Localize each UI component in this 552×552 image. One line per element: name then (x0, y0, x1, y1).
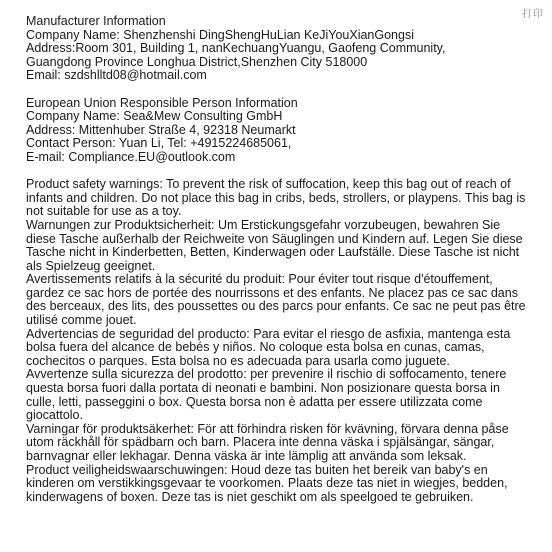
warning-spanish: Advertencias de seguridad del producto: Para evitar el riesgo de asfixia, mantenga esta bolsa fuera del alcance de bebés y niños. No coloque esta bolsa en cunas, camas, cochecitos o parques. Esta bolsa no es adecuada para usarla como juguete. (26, 326, 511, 368)
eu-rep-contact: Contact Person: Yuan Li, Tel: +4915224685061, (26, 136, 292, 151)
manufacturer-email: Email: szdshlltd08@hotmail.com (26, 68, 207, 83)
manufacturer-company: Company Name: Shenzhenshi DingShengHuLian KeJiYouXianGongsi (26, 27, 414, 42)
manufacturer-heading: Manufacturer Information (26, 14, 166, 28)
manufacturer-address-line-2: Guangdong Province Longhua District,Shenzhen City 518000 (26, 54, 368, 69)
eu-rep-section (26, 97, 526, 165)
print-link[interactable]: 打印 (522, 9, 544, 20)
manufacturer-address-line-1: Address:Room 301, Building 1, nanKechuangYuangu, Gaofeng Community, (26, 41, 446, 56)
warning-french: Avertissements relatifs à la sécurité du produit: Pour éviter tout risque d'étouffement, gardez ce sac hors de portée des nourrissons et des enfants. Ne placez pas ce sac dans des berceaux, des lits, des poussettes ou des parcs pour enfants. Ce sac ne peut pas être utilisé comme jouet. (26, 272, 526, 328)
eu-rep-heading: European Union Responsible Person Information (26, 95, 298, 110)
eu-rep-company: Company Name: Sea&Mew Consulting GmbH (26, 109, 283, 124)
warning-dutch: Product veiligheidswaarschuwingen: Houd deze tas buiten het bereik van baby's en kinderen om verstikkingsgevaar te voorkomen. Plaats deze tas niet in wiegjes, bedden, kinderwagens of boxen. Deze tas is niet geschikt om als speelgoed te gebruiken. (26, 462, 508, 504)
warning-italian: Avvertenze sulla sicurezza del prodotto: per prevenire il rischio di soffocamento, tenere questa borsa fuori dalla portata di neonati e bambini. Non posizionare questa borsa in culle, letti, passeggini o box. Questa borsa non è adatta per essere utilizzata come giocattolo. (26, 367, 507, 423)
warning-english: Product safety warnings: To prevent the risk of suffocation, keep this bag out of reach of infants and children. Do not place this bag in cribs, beds, strollers, or playpens. This bag is not suitable for use as a toy. (26, 177, 526, 219)
warnings-section (26, 178, 526, 504)
warning-german: Warnungen zur Produktsicherheit: Um Erstickungsgefahr vorzubeugen, bewahren Sie diese Tasche außerhalb der Reichweite von Säuglingen und Kindern auf. Legen Sie diese Tasche nicht in Kinderbetten, Betten, Kinderwagen oder Laufställe. Diese Tasche ist nicht als Spielzeug geeignet. (26, 217, 523, 273)
document-content (26, 15, 526, 504)
warning-swedish: Varningar för produktsäkerhet: För att förhindra risken för kvävning, förvara denna påse utom räckhåll för spädbarn och barn. Placera inte denna väska i spjälsängar, sängar, barnvagnar eller lekhagar. Denna väska är inte lämplig att använda som leksak. (26, 421, 509, 463)
eu-rep-email: E-mail: Compliance.EU@outlook.com (26, 149, 236, 164)
manufacturer-section (26, 15, 526, 83)
eu-rep-address: Address: Mittenhuber Straße 4, 92318 Neumarkt (26, 122, 296, 137)
